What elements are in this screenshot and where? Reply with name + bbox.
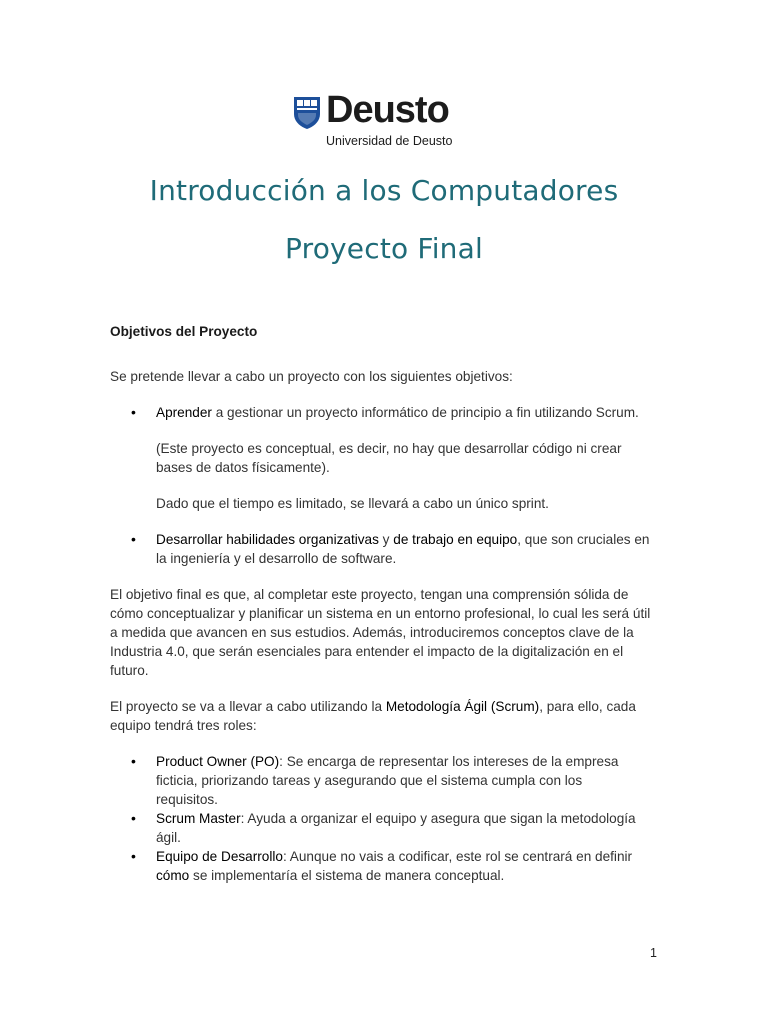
objective-item-2 xyxy=(156,530,656,568)
body-paragraph-2 xyxy=(110,697,655,735)
role-3-term: Equipo de Desarrollo xyxy=(156,849,283,864)
bullet-icon: • xyxy=(131,404,136,420)
body-paragraph-1: El objetivo final es que, al completar este proyecto, tengan una comprensión sólida de cómo conceptualizar y planificar un sistema en un entorno profesional, lo cual les será útil a medida que avancen en sus estudios. Además, introduciremos conceptos clave de la Industria 4.0, que serán esenciales para entender el impacto de la digitalización en el futuro. xyxy=(110,587,651,678)
role-3-text: : Aunque no vais a codificar, este rol se centrará en definir xyxy=(282,849,633,864)
intro-paragraph: Se pretende llevar a cabo un proyecto con los siguientes objetivos: xyxy=(110,369,513,384)
deusto-shield-icon xyxy=(293,96,321,130)
objective-2-mid: y xyxy=(378,532,394,547)
objective-1-term: Aprender xyxy=(156,405,212,420)
objective-item-1 xyxy=(156,403,656,422)
objective-2-term-2: de trabajo en equipo xyxy=(393,532,518,547)
role-item-scrum-master xyxy=(156,809,646,847)
objective-2-text: , que son cruciales en la ingeniería y el desarrollo de software. xyxy=(156,532,650,566)
deusto-logo xyxy=(293,89,493,150)
role-3-term-2: cómo xyxy=(156,868,190,883)
bullet-icon: • xyxy=(131,810,136,826)
objective-1-text: a gestionar un proyecto informático de principio a fin utilizando Scrum. xyxy=(211,405,639,420)
objective-note-2: Dado que el tiempo es limitado, se llevará a cabo un único sprint. xyxy=(156,496,549,511)
role-2-term: Scrum Master xyxy=(156,811,241,826)
role-2-text: : Ayuda a organizar el equipo y asegura que sigan la metodología ágil. xyxy=(156,811,636,845)
logo-wordmark: Deusto xyxy=(326,89,449,131)
role-item-dev-team xyxy=(156,847,651,885)
objective-note-1: (Este proyecto es conceptual, es decir, no hay que desarrollar código ni crear bases de datos físicamente). xyxy=(156,441,622,475)
role-1-text: : Se encarga de representar los intereses de la empresa ficticia, priorizando tareas y asegurando que el sistema cumpla con los requisitos. xyxy=(156,754,619,807)
paragraph-2-after: , para ello, cada equipo tendrá tres roles: xyxy=(110,699,636,733)
bullet-icon: • xyxy=(131,753,136,769)
bullet-icon: • xyxy=(131,531,136,547)
role-item-product-owner xyxy=(156,752,636,809)
objective-2-term-1: Desarrollar habilidades organizativas xyxy=(156,532,379,547)
document-subtitle: Proyecto Final xyxy=(285,232,483,265)
paragraph-2-before: El proyecto se va a llevar a cabo utilizando la xyxy=(110,699,386,714)
bullet-icon: • xyxy=(131,848,136,864)
page-number: 1 xyxy=(650,946,657,960)
section-heading-text: Objetivos del Proyecto xyxy=(110,324,258,339)
section-heading xyxy=(110,322,655,341)
paragraph-2-term: Metodología Ágil (Scrum) xyxy=(385,699,540,714)
logo-subtitle: Universidad de Deusto xyxy=(326,134,453,148)
document-title: Introducción a los Computadores xyxy=(149,174,619,207)
role-1-term: Product Owner (PO) xyxy=(156,754,280,769)
role-3-text-2: se implementaría el sistema de manera conceptual. xyxy=(189,868,505,883)
